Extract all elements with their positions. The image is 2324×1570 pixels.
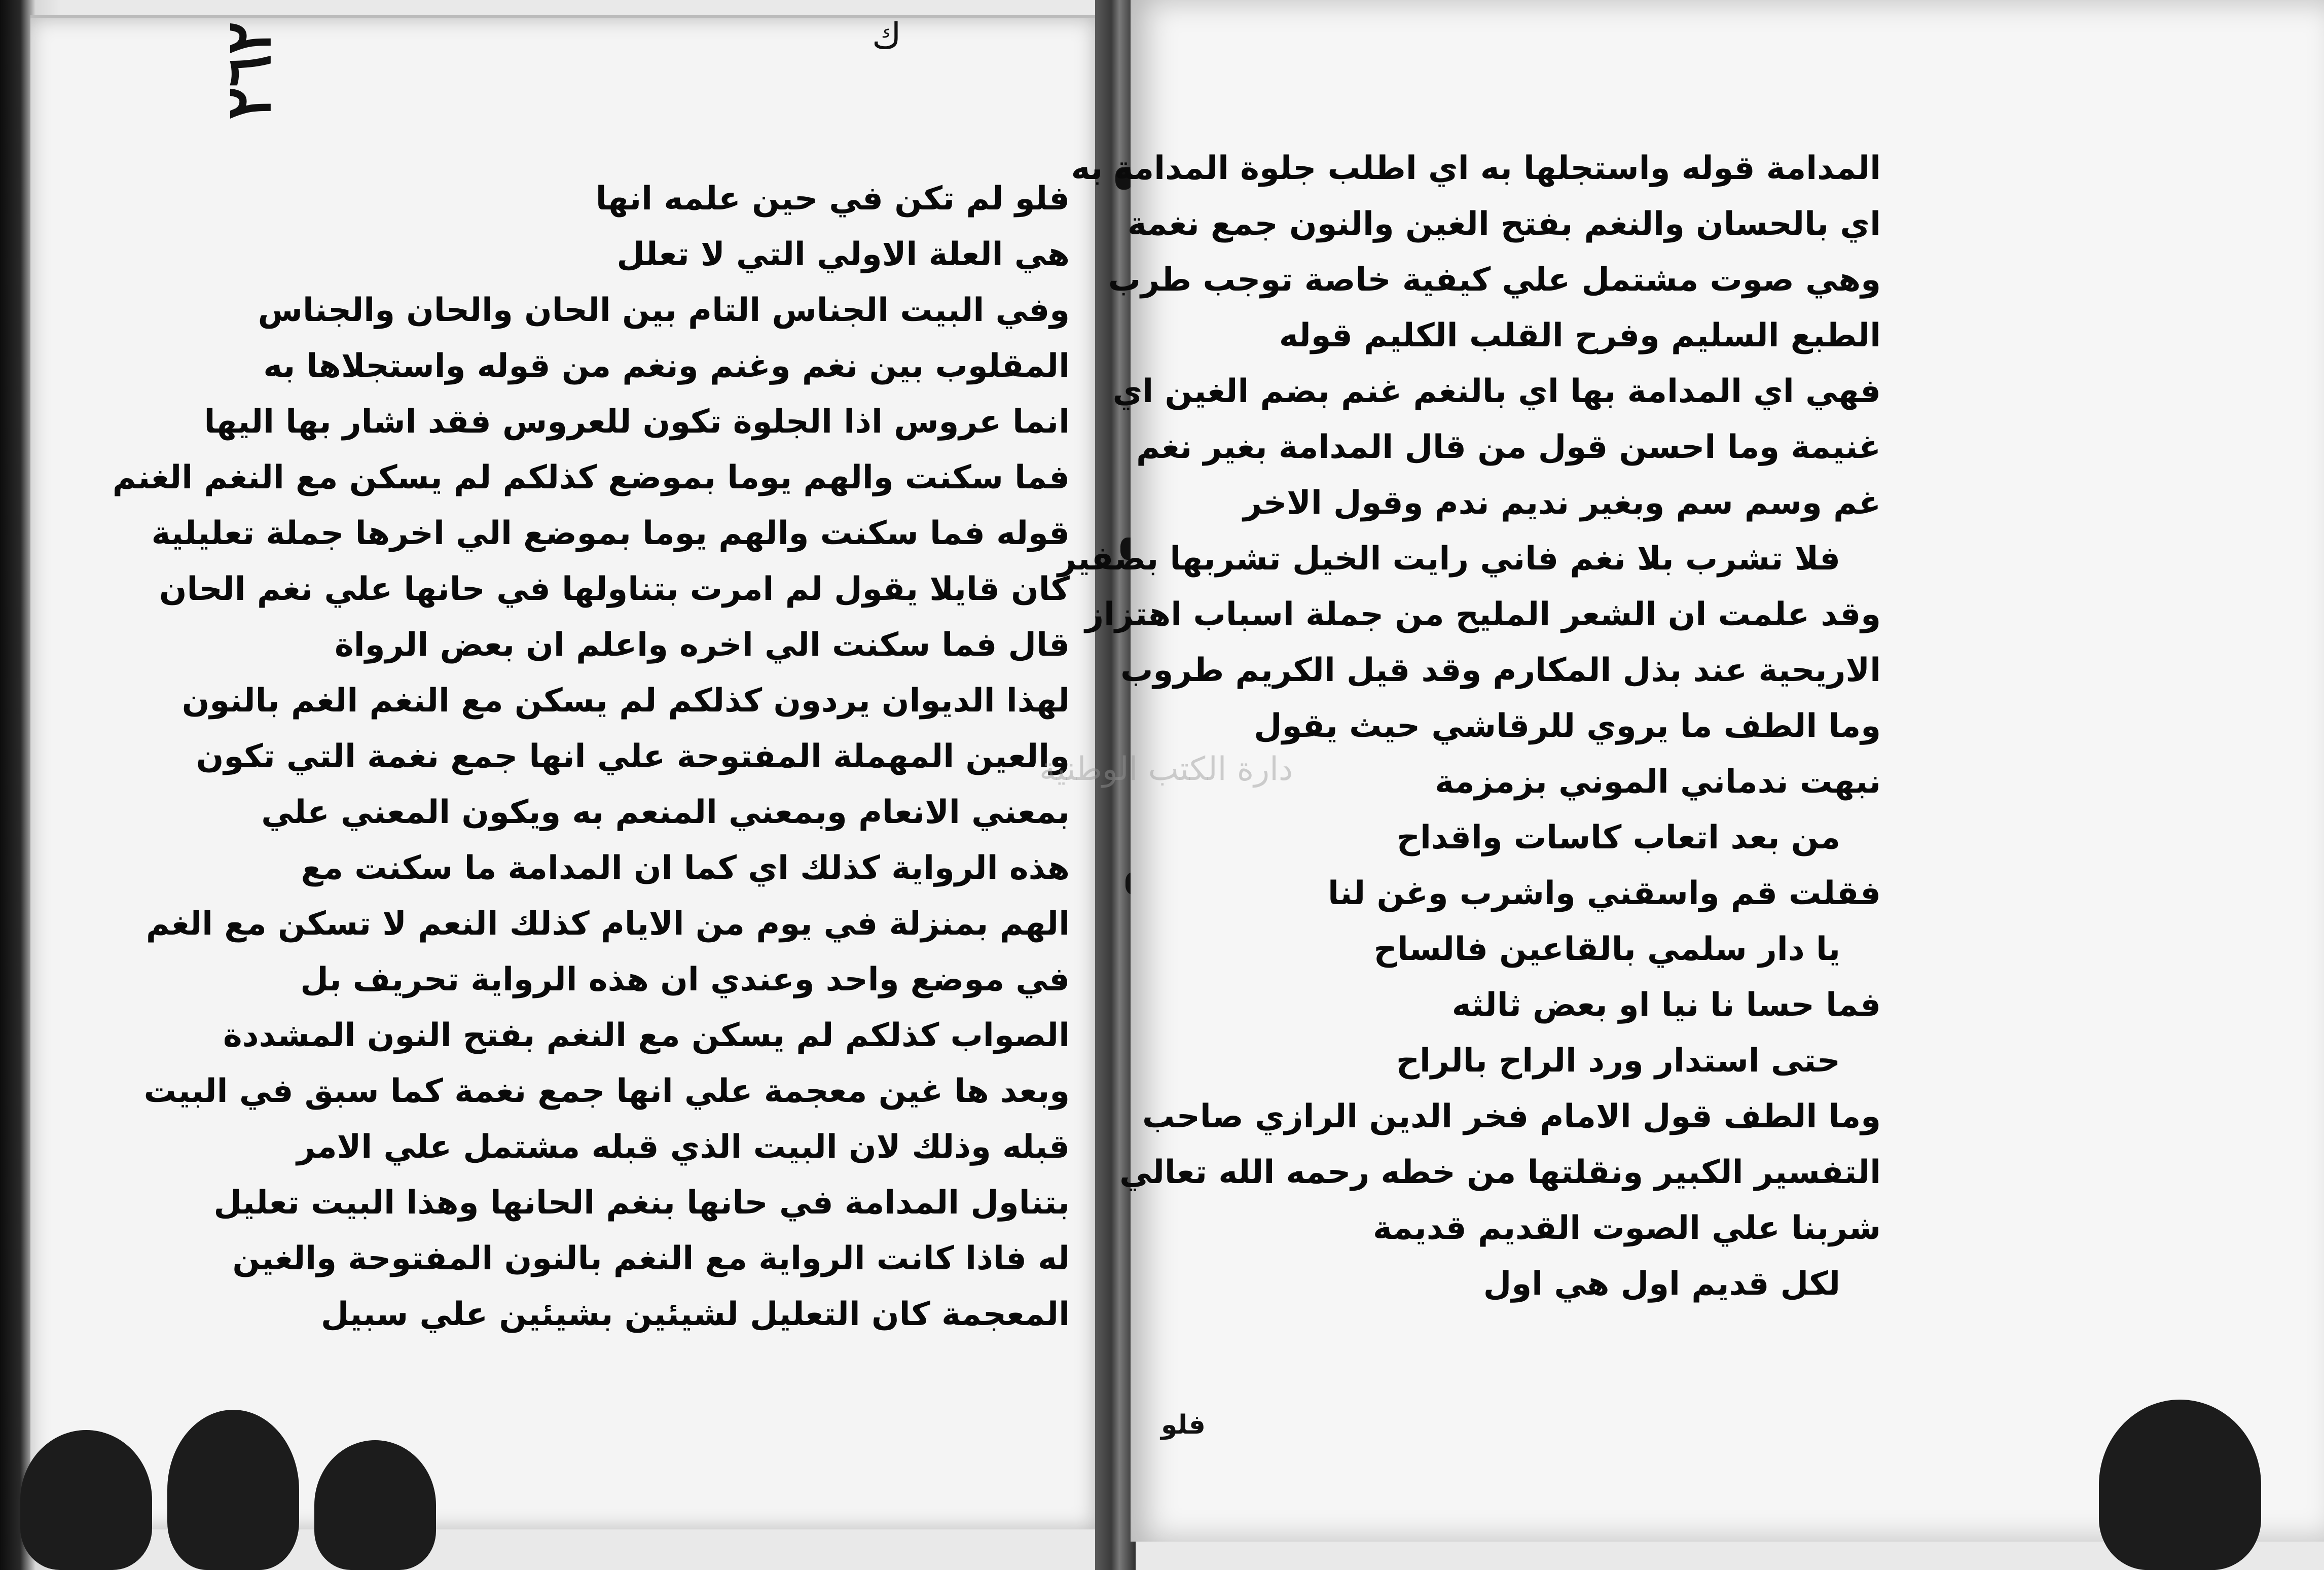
verse-line: فلا تشرب بلا نغم فاني رايت الخيل تشربها بصفير	[1058, 540, 1840, 578]
text-line: له فاذا كانت الرواية مع النغم بالنون المفتوحة والغين	[232, 1240, 1070, 1277]
verse-line: فما حسا نا نيا او بعض ثالثه	[1451, 986, 1881, 1024]
text-line: لهذا الديوان يردون كذلكم لم يسكن مع النغم الغم بالنون	[181, 682, 1070, 720]
holder-finger	[167, 1410, 299, 1570]
text-line: قال فما سكنت الي اخره واعلم ان بعض الرواة	[334, 626, 1070, 664]
verse-line: يا دار سلمي بالقاعين فالساح	[1373, 931, 1840, 968]
text-line: الصواب كذلكم لم يسكن مع النغم بفتح النون المشددة	[223, 1017, 1070, 1054]
text-line: المعجمة كان التعليل لشيئين بشيئين علي سبيل	[320, 1296, 1070, 1333]
text-line: فلو لم تكن في حين علمه انها	[595, 180, 1070, 218]
text-line: في موضع واحد وعندي ان هذه الرواية تحريف بل	[300, 961, 1070, 998]
text-line: فما سكنت والهم يوما بموضع كذلكم لم يسكن مع النغم الغنم	[112, 459, 1070, 496]
text-line: قبله وذلك لان البيت الذي قبله مشتمل علي الامر	[297, 1128, 1070, 1166]
left-page-text	[112, 180, 1070, 1354]
text-line: المدامة قوله واستجلها به اي اطلب جلوة المدامة به	[1071, 150, 1881, 187]
holder-finger	[20, 1430, 152, 1570]
text-line: قوله فما سكنت والهم يوما بموضع الي اخرها جملة تعليلية	[151, 515, 1070, 552]
text-line: غنيمة وما احسن قول من قال المدامة بغير نغم	[1136, 429, 1881, 466]
verse-line: حتى استدار ورد الراح بالراح	[1396, 1042, 1840, 1080]
verse-line: شربنا علي الصوت القديم قديمة	[1373, 1209, 1881, 1247]
holder-finger	[2099, 1400, 2261, 1570]
text-line: اي بالحسان والنغم بفتح الغين والنون جمع نغمة	[1127, 205, 1881, 243]
text-line: وما الطف ما يروي للرقاشي حيث يقول	[1254, 707, 1881, 745]
text-line: هذه الرواية كذلك اي كما ان المدامة ما سكنت مع	[301, 849, 1070, 887]
text-line: فهي اي المدامة بها اي بالنغم غنم بضم الغين اي	[1112, 373, 1881, 410]
text-line: التفسير الكبير ونقلتها من خطه رحمه الله تعالي	[1119, 1154, 1881, 1191]
library-watermark: دارة الكتب الوطنية	[1039, 751, 1293, 788]
text-line: وما الطف قول الامام فخر الدين الرازي صاحب	[1142, 1098, 1881, 1135]
text-line: الطبع السليم وفرح القلب الكليم قوله	[1279, 317, 1881, 354]
text-line: الهم بمنزلة في يوم من الايام كذلك النعم لا تسكن مع الغم	[146, 905, 1070, 943]
text-line: كان قايلا يقول لم امرت بتناولها في حانها علي نغم الحان	[159, 570, 1070, 608]
holder-finger	[314, 1440, 436, 1570]
folio-number: ٢٦٢	[213, 21, 284, 120]
catchword: فلو	[1161, 1410, 1206, 1440]
text-line: وبعد ها غين معجمة علي انها جمع نغمة كما سبق في البيت	[143, 1073, 1070, 1110]
text-line: بمعني الانعام وبمعني المنعم به ويكون المعني علي	[261, 794, 1070, 831]
text-line: الاريحية عند بذل المكارم وقد قيل الكريم طروب	[1120, 652, 1881, 689]
text-line: وهي صوت مشتمل علي كيفية خاصة توجب طرب	[1108, 261, 1881, 299]
top-mark: ك	[872, 15, 901, 57]
text-line: والعين المهملة المفتوحة علي انها جمع نغمة التي تكون	[196, 738, 1070, 775]
text-line: غم وسم سم وبغير نديم ندم وقول الاخر	[1243, 484, 1881, 522]
verse-line: نبهت ندماني الموني بزمزمة	[1435, 763, 1881, 801]
text-line: وفي البيت الجناس التام بين الحان والحان والجناس	[258, 292, 1070, 329]
verse-line: من بعد اتعاب كاسات واقداح	[1396, 819, 1840, 857]
text-line: انما عروس اذا الجلوة تكون للعروس فقد اشار بها اليها	[204, 403, 1070, 441]
text-line: بتناول المدامة في حانها بنغم الحانها وهذا البيت تعليل	[213, 1184, 1070, 1222]
text-line: المقلوب بين نغم وغنم ونغم من قوله واستجلاها به	[263, 347, 1070, 385]
text-line: هي العلة الاولي التي لا تعلل	[616, 236, 1070, 273]
verse-line: فقلت قم واسقني واشرب وغن لنا	[1328, 875, 1881, 912]
verse-line: لكل قديم اول هي اول	[1483, 1265, 1840, 1303]
text-line: وقد علمت ان الشعر المليح من جملة اسباب اهتزاز	[1085, 596, 1881, 633]
